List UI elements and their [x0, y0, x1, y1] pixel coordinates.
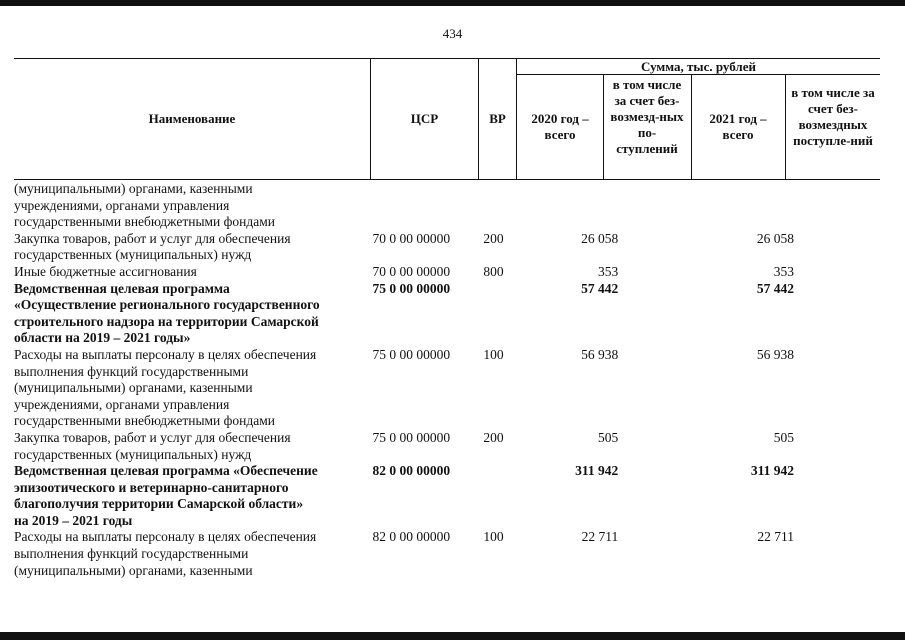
cell-2020-free	[618, 430, 704, 447]
cell-2020-free	[618, 513, 704, 530]
bottom-border-bar	[0, 632, 905, 640]
cell-vr	[479, 447, 515, 464]
cell-2020-free	[618, 463, 704, 480]
cell-csr: 70 0 00 00000	[372, 230, 451, 246]
table-row	[14, 264, 794, 281]
header-2021-free: в том числе за счет без-возмездных поступле-ний	[791, 85, 875, 148]
cell-2020-total: 57 442	[581, 280, 619, 296]
cell-2021-total: 56 938	[756, 346, 794, 362]
cell-name: Ведомственная целевая программа «Обеспечение	[14, 463, 318, 479]
divider-e20-y21	[691, 74, 692, 179]
cell-csr	[370, 513, 480, 530]
cell-2020-total: 311 942	[575, 463, 619, 479]
cell-name: (муниципальными) органами, казенными	[14, 380, 253, 396]
cell-2020-free	[618, 364, 704, 381]
cell-2021-total: 26 058	[756, 230, 794, 246]
cell-vr: 200	[483, 230, 504, 246]
cell-2021-total: 505	[773, 429, 794, 445]
cell-2021-total	[704, 397, 794, 414]
cell-name: «Осуществление регионального государственного	[14, 297, 320, 313]
cell-name: Закупка товаров, работ и услуг для обеспечения	[14, 230, 291, 246]
cell-2020-free	[618, 347, 704, 364]
cell-name: государственных (муниципальных) нужд	[14, 446, 252, 462]
table-row	[14, 447, 794, 464]
cell-2020-total	[515, 214, 618, 231]
cell-2021-total	[704, 247, 794, 264]
table-row	[14, 430, 794, 447]
cell-2021-total: 22 711	[757, 529, 794, 545]
cell-vr	[479, 413, 515, 430]
cell-vr	[479, 314, 515, 331]
cell-2020-total	[515, 413, 618, 430]
cell-2020-free	[618, 231, 704, 248]
cell-csr	[370, 247, 480, 264]
cell-vr	[479, 380, 515, 397]
cell-2020-total: 22 711	[581, 529, 619, 545]
header-2021-total: 2021 год – всего	[709, 111, 767, 142]
cell-vr	[479, 546, 515, 563]
cell-csr	[370, 397, 480, 414]
cell-2020-free	[618, 297, 704, 314]
cell-vr	[479, 330, 515, 347]
cell-2020-total: 56 938	[581, 346, 619, 362]
cell-2021-total	[704, 513, 794, 530]
cell-2020-free	[618, 181, 704, 198]
table-row	[14, 364, 794, 381]
table-row	[14, 297, 794, 314]
cell-csr: 75 0 00 00000	[372, 280, 451, 296]
page-number: 434	[442, 26, 463, 41]
cell-2020-total	[515, 314, 618, 331]
cell-name: (муниципальными) органами, казенными	[14, 562, 253, 578]
table-row	[14, 413, 794, 430]
cell-2021-total	[704, 181, 794, 198]
table-row	[14, 214, 794, 231]
cell-vr	[479, 297, 515, 314]
cell-csr	[370, 297, 480, 314]
cell-name: выполнения функций государственными	[14, 546, 249, 562]
table-row	[14, 563, 794, 580]
cell-2020-free	[618, 281, 704, 298]
cell-csr	[370, 181, 480, 198]
cell-2020-free	[618, 247, 704, 264]
cell-2020-total	[515, 563, 618, 580]
cell-name: на 2019 – 2021 годы	[14, 512, 133, 528]
cell-name: области на 2019 – 2021 годы»	[14, 330, 191, 346]
cell-2020-total: 353	[597, 263, 619, 279]
table-row	[14, 198, 794, 215]
cell-vr	[479, 181, 515, 198]
cell-2020-total	[515, 496, 618, 513]
cell-2020-total: 505	[597, 429, 619, 445]
cell-csr	[370, 447, 480, 464]
table-row	[14, 463, 794, 480]
table-row	[14, 281, 794, 298]
header-bottom-rule	[14, 179, 880, 180]
cell-2021-total	[704, 546, 794, 563]
table-row	[14, 496, 794, 513]
divider-y20-e20	[603, 74, 604, 179]
table-row	[14, 380, 794, 397]
cell-2020-total	[515, 198, 618, 215]
cell-2021-total	[704, 364, 794, 381]
cell-2021-total	[704, 480, 794, 497]
cell-name: строительного надзора на территории Самарской	[14, 313, 319, 329]
divider-y21-e21	[785, 74, 786, 179]
cell-vr	[479, 480, 515, 497]
cell-2020-free	[618, 563, 704, 580]
cell-2021-total	[704, 214, 794, 231]
cell-2020-total	[515, 546, 618, 563]
header-sum-group: Сумма, тыс. рублей	[641, 58, 756, 74]
table-row	[14, 247, 794, 264]
cell-2020-total: 26 058	[581, 230, 619, 246]
cell-2020-total	[515, 513, 618, 530]
cell-name: выполнения функций государственными	[14, 363, 249, 379]
table-row	[14, 513, 794, 530]
cell-csr: 82 0 00 00000	[372, 463, 451, 479]
cell-2020-total	[515, 181, 618, 198]
cell-name: учреждениями, органами управления	[14, 197, 230, 213]
cell-2020-total	[515, 330, 618, 347]
header-name: Наименование	[148, 111, 236, 126]
cell-2021-total: 353	[773, 263, 794, 279]
cell-name: учреждениями, органами управления	[14, 396, 230, 412]
cell-csr	[370, 546, 480, 563]
cell-csr	[370, 214, 480, 231]
divider-vr-sum	[516, 58, 517, 179]
cell-vr: 100	[483, 346, 504, 362]
cell-name: Расходы на выплаты персоналу в целях обеспечения	[14, 346, 317, 362]
cell-vr	[479, 496, 515, 513]
header-2020-free: в том числе за счет без-возмезд-ных по-ступлений	[610, 77, 684, 156]
cell-csr	[370, 380, 480, 397]
table-row	[14, 397, 794, 414]
cell-csr	[370, 314, 480, 331]
cell-vr	[479, 247, 515, 264]
cell-csr	[370, 198, 480, 215]
cell-csr	[370, 413, 480, 430]
cell-2020-total	[515, 380, 618, 397]
header-vr: ВР	[489, 111, 506, 126]
cell-2020-free	[618, 330, 704, 347]
header-csr: ЦСР	[410, 111, 439, 126]
cell-2021-total	[704, 330, 794, 347]
table-row	[14, 529, 794, 546]
cell-2020-free	[618, 546, 704, 563]
cell-csr	[370, 496, 480, 513]
table-row	[14, 314, 794, 331]
cell-vr	[479, 563, 515, 580]
cell-2020-free	[618, 314, 704, 331]
table-row	[14, 480, 794, 497]
cell-2020-total	[515, 397, 618, 414]
cell-2021-total: 57 442	[756, 280, 794, 296]
cell-2020-free	[618, 480, 704, 497]
cell-vr	[479, 198, 515, 215]
cell-2020-free	[618, 264, 704, 281]
table-row	[14, 181, 794, 198]
cell-2021-total	[704, 380, 794, 397]
cell-2020-total	[515, 247, 618, 264]
cell-csr	[370, 330, 480, 347]
table-body	[14, 181, 794, 579]
cell-vr	[479, 214, 515, 231]
cell-name: эпизоотического и ветеринарно-санитарного	[14, 479, 289, 495]
cell-2020-free	[618, 413, 704, 430]
cell-csr: 70 0 00 00000	[372, 263, 451, 279]
cell-2020-total	[515, 447, 618, 464]
cell-vr: 200	[483, 429, 504, 445]
cell-2020-free	[618, 380, 704, 397]
cell-name: благополучия территории Самарской области»	[14, 496, 304, 512]
cell-2020-free	[618, 529, 704, 546]
cell-2020-free	[618, 198, 704, 215]
top-border-bar	[0, 0, 905, 6]
cell-csr	[370, 480, 480, 497]
cell-name: государственными внебюджетными фондами	[14, 413, 276, 429]
cell-csr	[370, 364, 480, 381]
cell-2021-total: 311 942	[750, 463, 794, 479]
cell-vr	[479, 513, 515, 530]
cell-2021-total	[704, 198, 794, 215]
cell-vr: 800	[483, 263, 504, 279]
cell-2021-total	[704, 413, 794, 430]
cell-2020-total	[515, 364, 618, 381]
cell-2020-total	[515, 480, 618, 497]
header-2020-total: 2020 год – всего	[531, 111, 589, 142]
cell-vr	[479, 397, 515, 414]
table-row	[14, 347, 794, 364]
cell-csr: 75 0 00 00000	[372, 429, 451, 445]
cell-2021-total	[704, 297, 794, 314]
cell-2020-free	[618, 496, 704, 513]
cell-2020-free	[618, 214, 704, 231]
cell-name: Ведомственная целевая программа	[14, 280, 230, 296]
cell-name: Иные бюджетные ассигнования	[14, 263, 197, 279]
cell-2021-total	[704, 496, 794, 513]
table-row	[14, 231, 794, 248]
cell-vr	[479, 364, 515, 381]
cell-name: государственными внебюджетными фондами	[14, 214, 276, 230]
cell-csr: 82 0 00 00000	[372, 529, 451, 545]
cell-name: Расходы на выплаты персоналу в целях обеспечения	[14, 529, 317, 545]
cell-vr: 100	[483, 529, 504, 545]
table-row	[14, 330, 794, 347]
cell-2021-total	[704, 447, 794, 464]
cell-name: государственных (муниципальных) нужд	[14, 247, 252, 263]
cell-vr	[479, 281, 515, 298]
cell-vr	[479, 463, 515, 480]
cell-2021-total	[704, 563, 794, 580]
cell-2020-free	[618, 397, 704, 414]
cell-2020-total	[515, 297, 618, 314]
cell-csr: 75 0 00 00000	[372, 346, 451, 362]
table-row	[14, 546, 794, 563]
cell-name: (муниципальными) органами, казенными	[14, 181, 253, 196]
cell-2020-free	[618, 447, 704, 464]
cell-name: Закупка товаров, работ и услуг для обеспечения	[14, 429, 291, 445]
cell-2021-total	[704, 314, 794, 331]
cell-csr	[370, 563, 480, 580]
